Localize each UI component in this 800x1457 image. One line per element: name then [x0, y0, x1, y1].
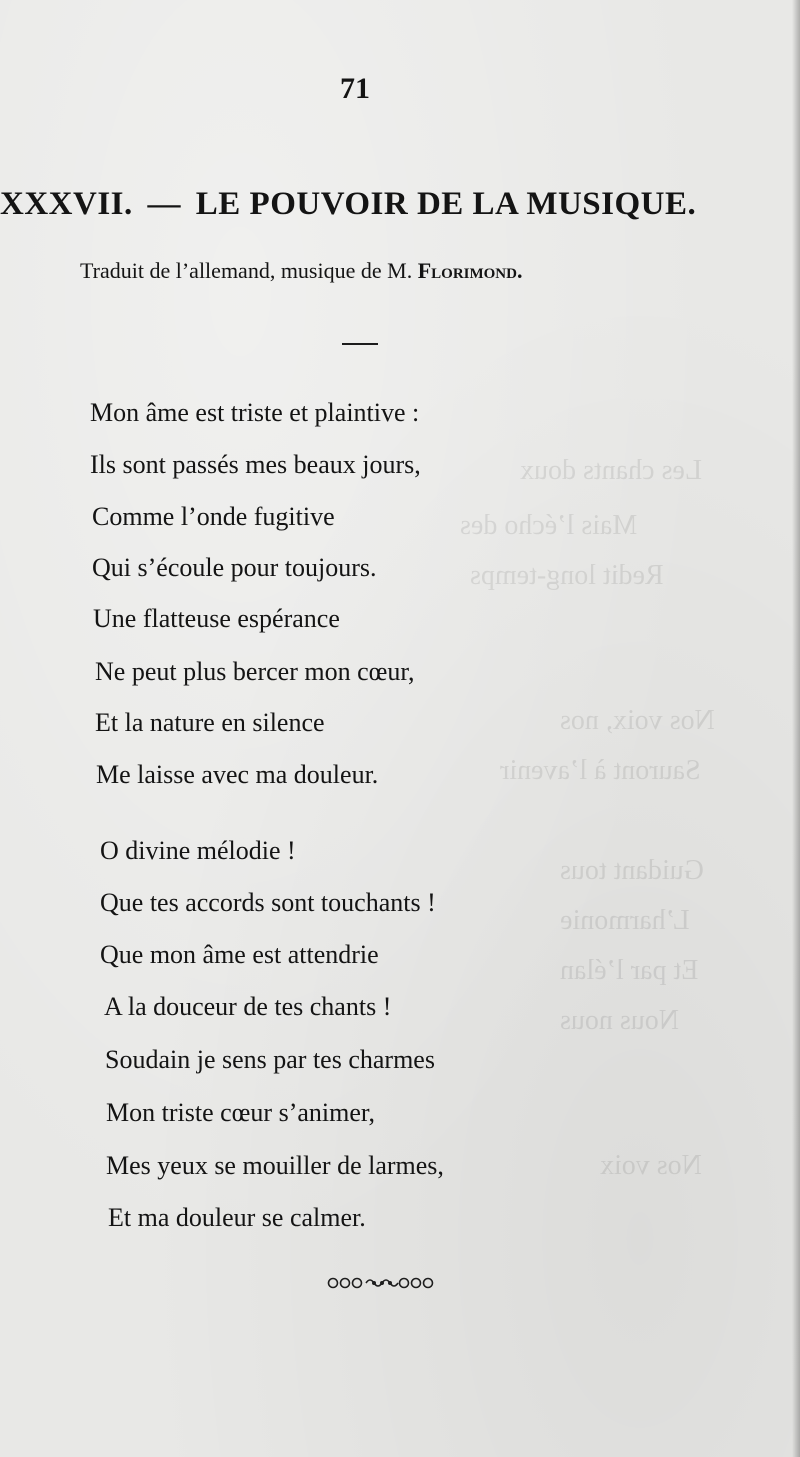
section-rule — [342, 343, 378, 345]
verse-line: Que mon âme est attendrie — [100, 940, 379, 969]
verse-line: Et la nature en silence — [95, 708, 325, 737]
verse-line: Mon âme est triste et plaintive : — [90, 398, 420, 427]
verse-line: Que tes accords sont touchants ! — [100, 888, 436, 917]
verse-line: O divine mélodie ! — [100, 836, 296, 865]
page-edge-shadow — [792, 0, 800, 1457]
verse-line: Mon triste cœur s’animer, — [106, 1098, 376, 1127]
verse-line: Ils sont passés mes beaux jours, — [90, 450, 421, 479]
song-subtitle — [80, 258, 522, 284]
verse-line: Me laisse avec ma douleur. — [96, 760, 379, 789]
verse-line: Soudain je sens par tes charmes — [105, 1045, 435, 1074]
composer-name: Florimond. — [417, 258, 523, 283]
subtitle-attribution: Traduit de l’allemand, musique de M. — [80, 258, 413, 283]
verse-line: Une flatteuse espérance — [93, 604, 340, 633]
verse-line: Comme l’onde fugitive — [92, 502, 335, 531]
verse-line: Qui s’écoule pour toujours. — [92, 553, 377, 582]
verse-line: Ne peut plus bercer mon cœur, — [95, 657, 415, 686]
bleed-through-text: Les chants doux Mais l’écho des Redit long-temps Nos voix, nos Sauront à l’avenir Guidant tous L’harmonie Et par l’élan Nous nous Nos voix — [460, 455, 715, 1181]
closing-ornament — [326, 1276, 434, 1290]
verse-line: A la douceur de tes chants ! — [104, 992, 392, 1021]
song-title-text: LE POUVOIR DE LA MUSIQUE. — [195, 186, 697, 222]
song-numeral: XXXVII. — [0, 186, 133, 222]
page-number: 71 — [340, 72, 370, 105]
title-dash: — — [147, 186, 182, 222]
verse-line: Mes yeux se mouiller de larmes, — [106, 1151, 444, 1180]
verse-line: Et ma douleur se calmer. — [108, 1203, 366, 1232]
song-title — [0, 186, 800, 223]
